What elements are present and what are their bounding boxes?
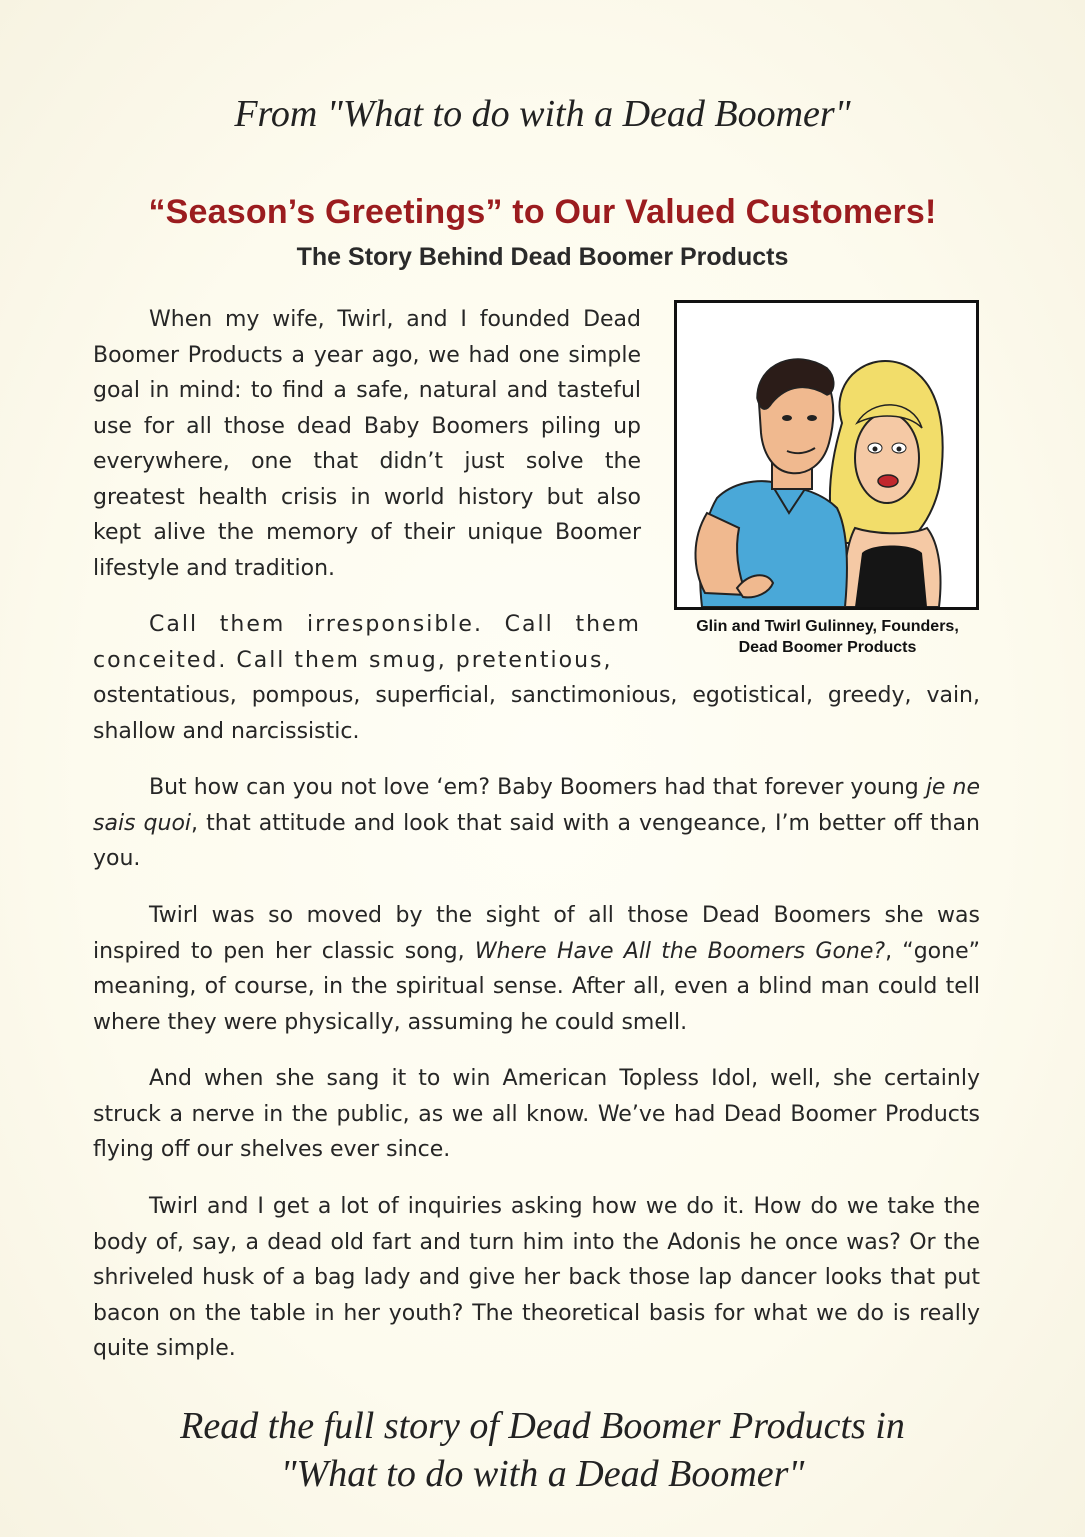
paragraph-3-text-end: , that attitude and look that said with a vengeance, I’m better off than you. — [93, 810, 980, 871]
paragraph-2-start: Call them irresponsible. Call them conceited. Call them smug, pretentious, — [93, 612, 641, 673]
caption-line-2: Dead Boomer Products — [738, 639, 917, 656]
paragraph-3 — [93, 770, 980, 877]
paragraph-4-text-end: , “gone” meaning, of course, in the spiritual sense. After all, even a blind man could tell where they were physically, assuming he could smell. — [93, 938, 981, 1035]
source-title: From "What to do with a Dead Boomer" — [234, 93, 851, 135]
cta-line-1: Read the full story of Dead Boomer Products in — [180, 1405, 905, 1447]
paragraph-3-text: But how can you not love ‘em? Baby Boomers had that forever young — [149, 775, 926, 800]
paragraph-5: And when she sang it to win American Topless Idol, well, she certainly struck a nerve in the public, as we all know. We’ve had Dead Boomer Products flying off our shelves ever since. — [93, 1066, 980, 1162]
founders-cartoon — [677, 303, 976, 607]
paragraph-3-italic: je ne sais quoi — [93, 775, 980, 836]
paragraph-4-text: Twirl was so moved by the sight of all those Dead Boomers she was inspired to pen her classic song, — [93, 903, 980, 964]
caption-line-1: Glin and Twirl Gulinney, Founders, — [696, 618, 959, 635]
paragraph-4 — [93, 898, 980, 1040]
paragraph-4-italic: Where Have All the Boomers Gone? — [474, 938, 886, 964]
subheadline: The Story Behind Dead Boomer Products — [296, 243, 789, 271]
figure-caption — [660, 616, 995, 658]
cta-line-2: "What to do with a Dead Boomer" — [280, 1453, 805, 1495]
headline: “Season’s Greetings” to Our Valued Customers! — [148, 193, 937, 231]
founders-illustration — [674, 300, 979, 610]
paragraph-1: When my wife, Twirl, and I founded Dead Boomer Products a year ago, we had one simple goal in mind: to find a safe, natural and tasteful use for all those dead Baby Boomers piling up everywhere, one that didn’t just solve the greatest health crisis in world history but also kept alive the memory of their unique Boomer lifestyle and tradition. — [93, 307, 641, 581]
paragraph-6: Twirl and I get a lot of inquiries asking how we do it. How do we take the body of, say, a dead old fart and turn him into the Adonis he once was? Or the shriveled husk of a bag lady and give her back those lap dancer looks that put bacon on the table in her youth? The theoretical basis for what we do is really quite simple. — [93, 1194, 980, 1361]
footer-cta — [0, 1402, 1085, 1498]
paragraph-2-end: ostentatious, pompous, superficial, sanctimonious, egotistical, greedy, vain, shallow and narcissistic. — [93, 683, 980, 744]
